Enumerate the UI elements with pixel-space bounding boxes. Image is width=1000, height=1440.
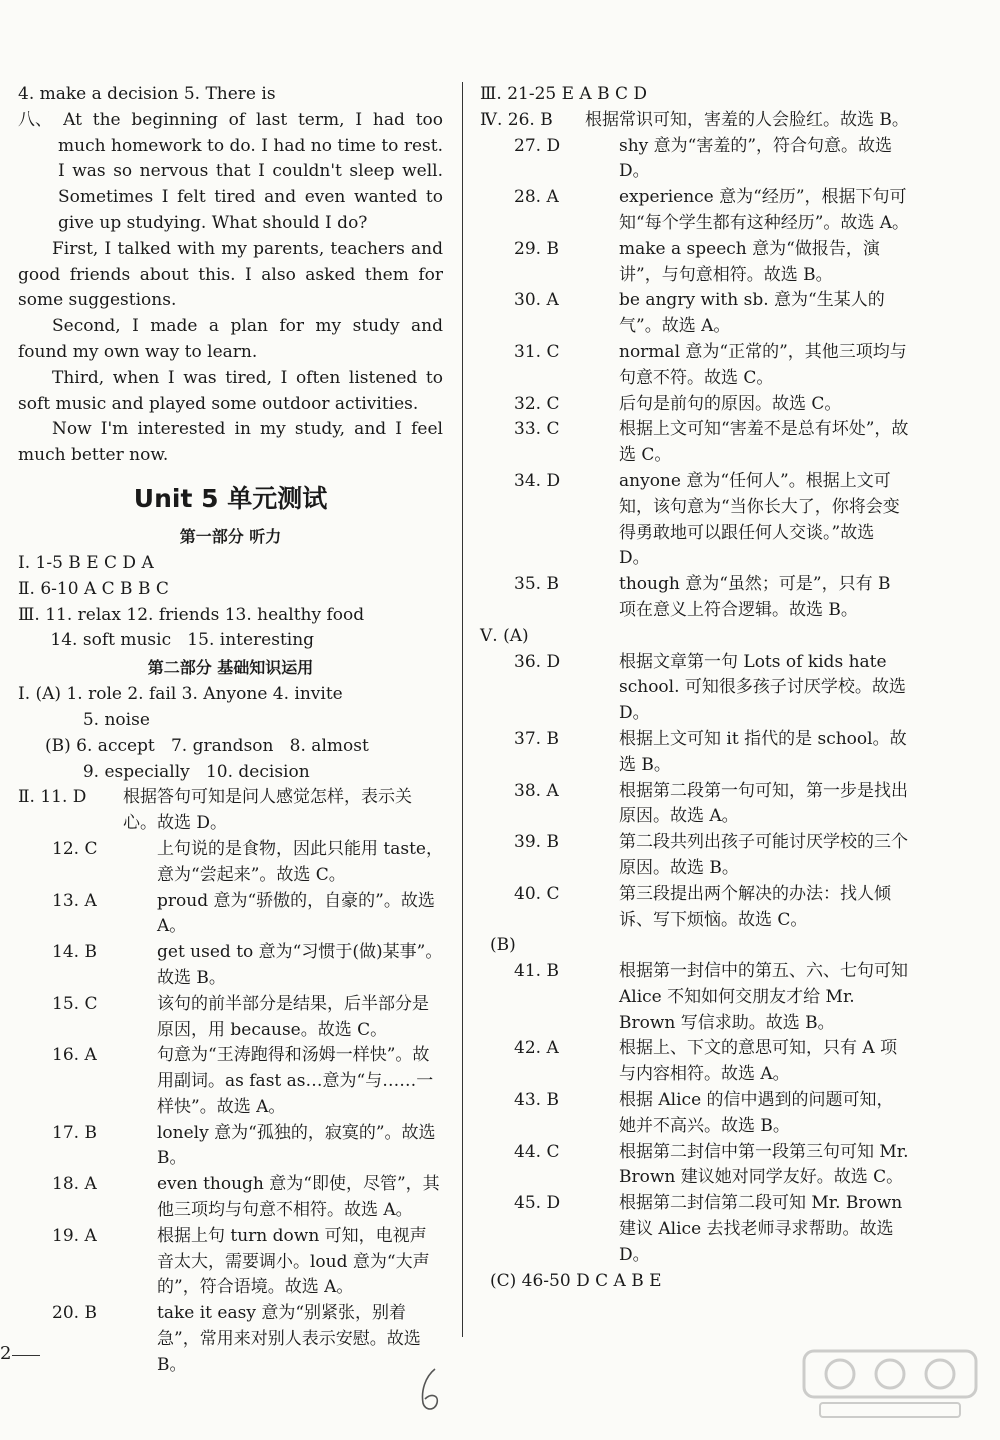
answer-number: 12. C — [52, 838, 98, 859]
answer-number: 13. A — [52, 890, 97, 911]
answer-item — [480, 340, 910, 392]
essay — [18, 108, 443, 237]
section5c-line: (C) 46-50 D C A B E — [490, 1270, 662, 1291]
answer-item — [480, 1191, 910, 1268]
answer-explanation: 根据第一封信中的第五、六、七句可知 Alice 不知如何交朋友才给 Mr. Brown 写信求助。故选 B。 — [619, 961, 908, 1033]
answer-number: 37. B — [514, 728, 559, 749]
answer-explanation: though 意为“虽然；可是”，只有 B 项在意义上符合逻辑。故选 B。 — [619, 574, 891, 620]
answer-item — [480, 779, 910, 831]
answer-number: 39. B — [514, 832, 559, 853]
answer-item — [480, 134, 910, 186]
answer-explanation: 根据答句可知是问人感觉怎样，表示关心。故选 D。 — [123, 787, 412, 834]
section4-answers — [480, 108, 910, 624]
answer-number: 34. D — [514, 470, 561, 491]
handwritten-six-mark — [415, 1365, 445, 1415]
part1-heading: 第一部分 听力 — [179, 526, 282, 546]
answer-explanation: 根据文章第一句 Lots of kids hate school. 可知很多孩子讨厌学校。故选 D。 — [619, 651, 906, 724]
answer-item — [480, 237, 910, 289]
answer-explanation: even though 意为“即使，尽管”，其他三项均与句意不相符。故选 A。 — [157, 1174, 440, 1221]
answer-number: 40. C — [514, 883, 560, 904]
answer-number: 35. B — [514, 574, 559, 595]
answer-number: 38. A — [514, 780, 559, 801]
listening-line: Ⅰ. 1-5 B E C D A — [18, 552, 154, 573]
answer-item — [18, 1172, 443, 1224]
answer-explanation: proud 意为“骄傲的，自豪的”。故选 A。 — [157, 890, 435, 937]
answer-item — [18, 1224, 443, 1301]
answer-item — [480, 185, 910, 237]
answer-item — [480, 1140, 910, 1192]
answer-explanation: lonely 意为“孤独的，寂寞的”。故选 B。 — [157, 1122, 436, 1169]
answer-item — [480, 1088, 910, 1140]
answer-item — [18, 1301, 443, 1378]
answer-explanation: make a speech 意为“做报告，演讲”，与句意相符。故选 B。 — [619, 238, 880, 285]
answer-number: 44. C — [514, 1141, 560, 1162]
answer-explanation: 第三段提出两个解决的办法：找人倾诉、写下烦恼。故选 C。 — [619, 883, 891, 930]
answer-number: 27. D — [514, 135, 561, 156]
answer-number: 15. C — [52, 993, 98, 1014]
answer-item — [18, 1121, 443, 1173]
essay-mark: 八、 — [18, 109, 52, 130]
essay-paragraphs — [18, 237, 443, 469]
column-divider — [462, 82, 463, 1337]
vocab-line: Ⅰ. (A) 1. role 2. fail 3. Anyone 4. invite — [18, 684, 343, 705]
answer-explanation: shy 意为“害羞的”，符合句意。故选 D。 — [619, 135, 893, 182]
answer-explanation: get used to 意为“习惯于(做)某事”。故选 B。 — [157, 942, 443, 988]
vocab-line: 9. especially 10. decision — [18, 761, 310, 782]
left-column — [18, 82, 443, 1379]
answer-number: 30. A — [514, 290, 559, 311]
answer-item — [480, 830, 910, 882]
section5-heading: Ⅴ. (A) — [480, 625, 529, 646]
answer-explanation: 根据上文可知 it 指代的是 school。故选 B。 — [619, 728, 907, 775]
section2-answers — [18, 785, 443, 1378]
answer-number: 14. B — [52, 942, 97, 963]
answer-item — [480, 392, 910, 418]
answer-number: 36. D — [514, 651, 561, 672]
answer-explanation: take it easy 意为“别紧张，别着急”，常用来对别人表示安慰。故选 B。 — [157, 1303, 421, 1375]
answer-number: 45. D — [514, 1193, 561, 1214]
right-column — [480, 82, 910, 1294]
answer-explanation: 根据常识可知，害羞的人会脸红。故选 B。 — [585, 109, 909, 130]
essay-paragraph: At the beginning of last term, I had too much homework to do. I had no time to rest. I was so nervous that I couldn't sleep well. Sometimes I felt tired and even wanted to give up studying. What should I do? — [58, 109, 443, 233]
vocab-line: 5. noise — [18, 709, 150, 730]
answer-explanation: 根据上文可知“害羞不是总有坏处”，故选 C。 — [619, 419, 909, 466]
footer-rule — [12, 1355, 40, 1356]
answer-number: 32. C — [514, 393, 560, 414]
answer-explanation: 句意为“王涛跑得和汤姆一样快”。故用副词。as fast as…意为“与……一样快”。故选 A。 — [157, 1045, 434, 1117]
answer-item — [480, 417, 910, 469]
answer-explanation: 根据 Alice 的信中遇到的问题可知，她并不高兴。故选 B。 — [619, 1090, 894, 1136]
answer-item — [480, 572, 910, 624]
section5b-answers — [480, 959, 910, 1269]
answer-item — [18, 889, 443, 941]
answer-number: 19. A — [52, 1225, 97, 1246]
answer-item — [18, 785, 443, 837]
essay-paragraph: Third, when I was tired, I often listened to soft music and played some outdoor activities. — [18, 367, 443, 414]
answer-number: 20. B — [52, 1303, 97, 1324]
answer-number: Ⅱ. 11. D — [18, 787, 87, 808]
answer-number: 16. A — [52, 1045, 97, 1066]
answer-explanation: 根据上、下文的意思可知，只有 A 项与内容相符。故选 A。 — [619, 1038, 898, 1085]
answer-explanation: anyone 意为“任何人”。根据上文可知，该句意为“当你长大了，你将会变得勇敢地可以跟任何人交谈。”故选 D。 — [619, 470, 900, 569]
unit-title: Unit 5 单元测试 — [133, 483, 328, 513]
section5a-answers — [480, 650, 910, 934]
answer-number: 18. A — [52, 1174, 97, 1195]
vocab-line: (B) 6. accept 7. grandson 8. almost — [18, 735, 369, 756]
listening-line: Ⅲ. 11. relax 12. friends 13. healthy food — [18, 604, 365, 625]
answer-explanation: 根据第二封信中第一段第三句可知 Mr. Brown 建议她对同学友好。故选 C。 — [619, 1141, 909, 1188]
answer-explanation: experience 意为“经历”，根据下句可知“每个学生都有这种经历”。故选 A。 — [619, 187, 910, 233]
answer-item — [480, 1036, 910, 1088]
answer-explanation: 第二段共列出孩子可能讨厌学校的三个原因。故选 B。 — [619, 832, 908, 878]
answer-item — [480, 727, 910, 779]
listening-line: Ⅱ. 6-10 A C B B C — [18, 578, 169, 599]
answer-number: 41. B — [514, 961, 559, 982]
answer-number: 42. A — [514, 1038, 559, 1059]
answer-item — [480, 959, 910, 1036]
answer-explanation: 上句说的是食物，因此只能用 taste，意为“尝起来”。故选 C。 — [157, 838, 443, 885]
answer-number: 28. A — [514, 187, 559, 208]
answer-item — [18, 837, 443, 889]
answer-explanation: 根据第二段第一句可知，第一步是找出原因。故选 A。 — [619, 780, 908, 827]
answer-item — [480, 882, 910, 934]
answer-item — [18, 992, 443, 1044]
answer-number: 43. B — [514, 1090, 559, 1111]
answer-explanation: 后句是前句的原因。故选 C。 — [619, 393, 842, 414]
part2-heading: 第二部分 基础知识运用 — [147, 658, 314, 678]
essay-paragraph: First, I talked with my parents, teachers and good friends about this. I also asked them for some suggestions. — [18, 238, 443, 311]
answer-item — [18, 1043, 443, 1120]
answer-item — [18, 940, 443, 992]
answer-number: 29. B — [514, 238, 559, 259]
answer-explanation: 该句的前半部分是结果，后半部分是原因，用 because。故选 C。 — [157, 993, 429, 1040]
top-line: 4. make a decision 5. There is — [18, 84, 276, 104]
essay-paragraph: Now I'm interested in my study, and I feel much better now. — [18, 419, 443, 466]
section3-line: Ⅲ. 21-25 E A B C D — [480, 84, 648, 104]
answer-explanation: normal 意为“正常的”，其他三项均与句意不符。故选 C。 — [619, 341, 907, 388]
answer-number: 31. C — [514, 341, 560, 362]
answer-number: 33. C — [514, 419, 560, 440]
answer-explanation: be angry with sb. 意为“生某人的气”。故选 A。 — [619, 290, 885, 337]
answer-explanation: 根据上句 turn down 可知，电视声音太大，需要调小。loud 意为“大声的”，符合语境。故选 A。 — [157, 1225, 430, 1298]
answer-item — [480, 288, 910, 340]
listening-line: 14. soft music 15. interesting — [18, 630, 315, 651]
watermark-logo — [800, 1347, 980, 1422]
answer-number: 17. B — [52, 1122, 97, 1143]
page-number: 2 — [0, 1343, 12, 1364]
essay-paragraph: Second, I made a plan for my study and found my own way to learn. — [18, 316, 443, 362]
section5b-heading: (B) — [490, 935, 516, 956]
answer-item — [480, 650, 910, 727]
answer-item — [480, 108, 910, 134]
answer-explanation: 根据第二封信第二段可知 Mr. Brown 建议 Alice 去找老师寻求帮助。故选 D。 — [619, 1193, 903, 1265]
answer-number: Ⅳ. 26. B — [480, 109, 553, 130]
answer-item — [480, 469, 910, 572]
